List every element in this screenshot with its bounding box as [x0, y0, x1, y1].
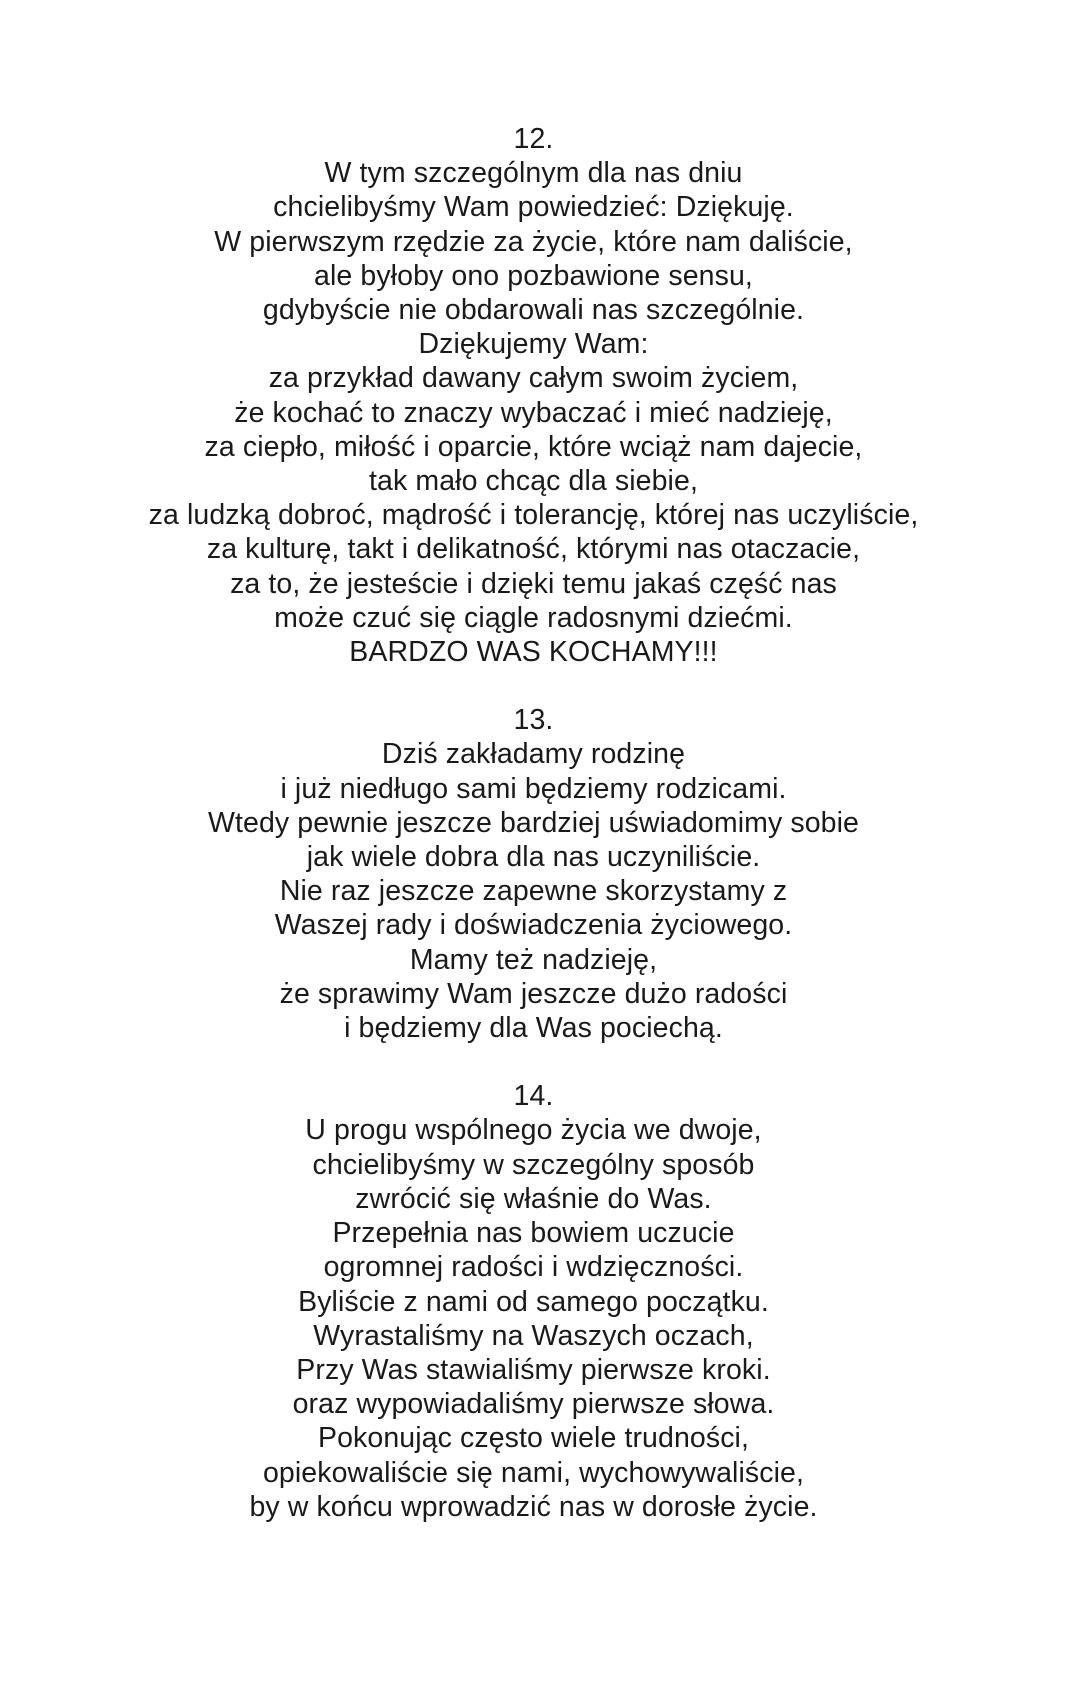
text-line: W tym szczególnym dla nas dniu: [324, 157, 743, 190]
text-line: jak wiele dobra dla nas uczyniliście.: [306, 841, 761, 874]
text-line: chcielibyśmy Wam powiedzieć: Dziękuję.: [273, 191, 794, 224]
text-line: za to, że jesteście i dzięki temu jakaś część nas: [230, 567, 837, 600]
section-13: [0, 703, 1067, 1045]
text-line: Dziękujemy Wam:: [418, 328, 649, 361]
text-line: może czuć się ciągle radosnymi dziećmi.: [274, 601, 793, 634]
section-number: 13.: [513, 704, 554, 737]
section-12: [0, 122, 1067, 669]
text-line: Waszej rady i doświadczenia życiowego.: [274, 909, 793, 942]
text-line: że kochać to znaczy wybaczać i mieć nadzieję,: [234, 396, 833, 429]
document-page: [0, 122, 1067, 1524]
text-line: ale byłoby ono pozbawione sensu,: [314, 259, 753, 292]
text-line: i będziemy dla Was pociechą.: [344, 1012, 723, 1045]
text-line: za ludzką dobroć, mądrość i tolerancję, której nas uczyliście,: [148, 499, 919, 532]
text-line: opiekowaliście się nami, wychowywaliście,: [262, 1456, 805, 1489]
text-line: W pierwszym rzędzie za życie, które nam daliście,: [214, 225, 853, 258]
text-line: tak mało chcąc dla siebie,: [369, 465, 698, 498]
text-line: chcielibyśmy w szczególny sposób: [312, 1148, 755, 1181]
text-line: ogromnej radości i wdzięczności.: [323, 1251, 744, 1284]
text-line: zwrócić się właśnie do Was.: [355, 1182, 712, 1215]
text-line: U progu wspólnego życia we dwoje,: [305, 1114, 762, 1147]
text-line: Wyrastaliśmy na Waszych oczach,: [313, 1319, 754, 1352]
text-line: za przykład dawany całym swoim życiem,: [268, 362, 799, 395]
text-line: Pokonując często wiele trudności,: [317, 1422, 750, 1455]
text-line: Nie raz jeszcze zapewne skorzystamy z: [279, 875, 788, 908]
text-line: Dziś zakładamy rodzinę: [381, 738, 686, 771]
text-line: za kulturę, takt i delikatność, którymi nas otaczacie,: [206, 533, 861, 566]
text-line: gdybyście nie obdarowali nas szczególnie.: [262, 294, 805, 327]
section-14: [0, 1079, 1067, 1524]
text-line: Byliście z nami od samego początku.: [298, 1285, 769, 1318]
text-line: za ciepło, miłość i oparcie, które wciąż nam dajecie,: [204, 430, 863, 463]
section-number: 12.: [513, 123, 554, 155]
text-line: Przepełnia nas bowiem uczucie: [332, 1217, 735, 1250]
section-number: 14.: [513, 1080, 554, 1113]
text-line: i już niedługo sami będziemy rodzicami.: [280, 772, 787, 805]
text-line: Mamy też nadzieję,: [409, 943, 658, 976]
text-line: Wtedy pewnie jeszcze bardziej uświadomimy sobie: [208, 806, 859, 839]
text-line: Przy Was stawialiśmy pierwsze kroki.: [296, 1353, 771, 1386]
text-line: oraz wypowiadaliśmy pierwsze słowa.: [292, 1388, 775, 1421]
text-line: by w końcu wprowadzić nas w dorosłe życie.: [249, 1490, 818, 1523]
text-line: że sprawimy Wam jeszcze dużo radości: [279, 977, 788, 1010]
text-line: BARDZO WAS KOCHAMY!!!: [349, 636, 718, 669]
